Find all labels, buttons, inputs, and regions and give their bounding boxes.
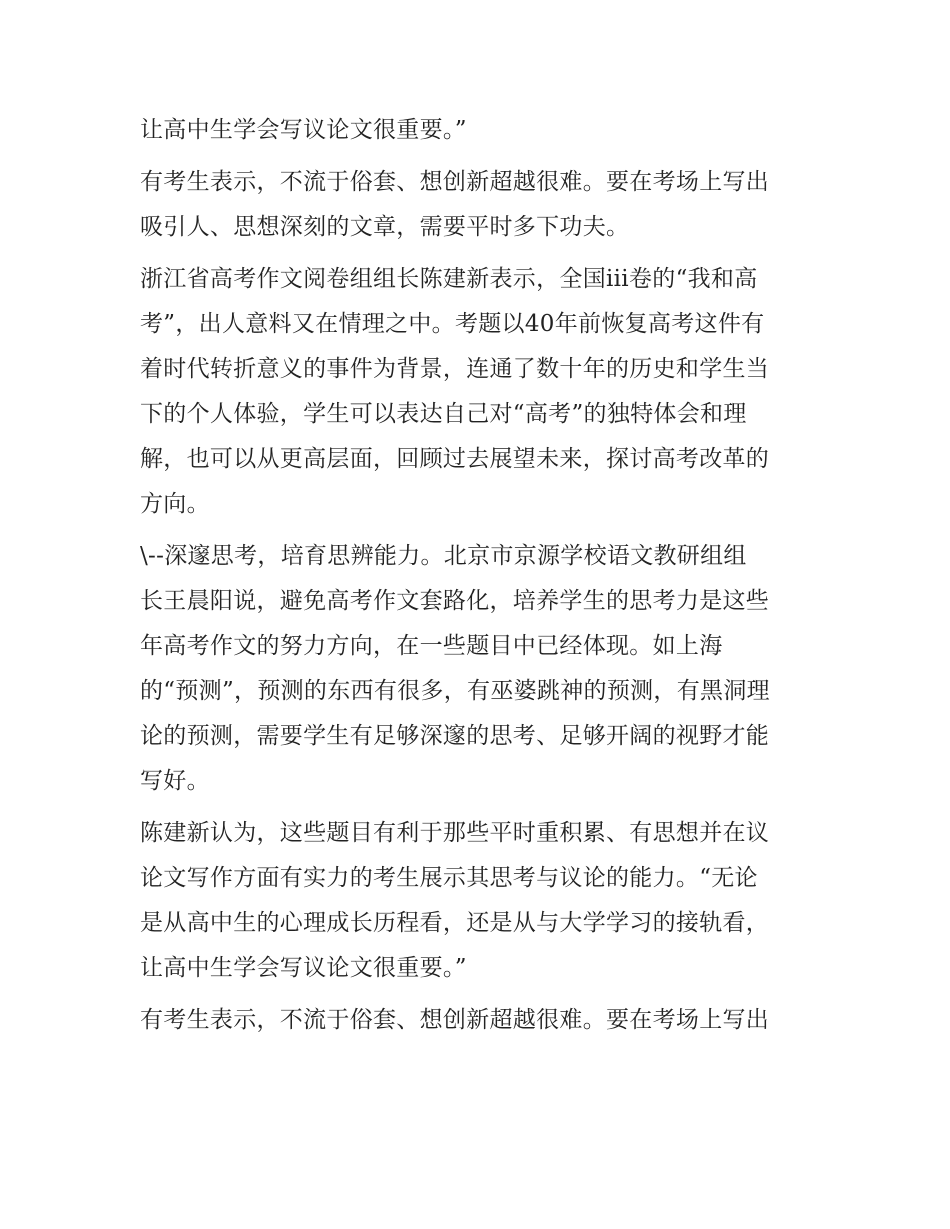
paragraph-2: 有考生表示，不流于俗套、想创新超越很难。要在考场上写出 吸引人、思想深刻的文章，需要平时多下功夫。 <box>140 169 770 240</box>
paragraph-5: 陈建新认为，这些题目有利于那些平时重积累、有思想并在议 论文写作方面有实力的考生展示其思考与议论的能力。“无论 是从高中生的心理成长历程看，还是从与大学学习的接轨看， 让高中生学会写议论文很重要。” <box>140 820 770 981</box>
paragraph-1: 让高中生学会写议论文很重要。” <box>140 117 467 143</box>
paragraph-6: 有考生表示，不流于俗套、想创新超越很难。要在考场上写出 <box>140 1007 770 1033</box>
document-body <box>140 108 812 1050</box>
paragraph-3: 浙江省高考作文阅卷组组长陈建新表示，全国iii卷的“我和高 考”，出人意料又在情理之中。考题以40年前恢复高考这件有 着时代转折意义的事件为背景，连通了数十年的历史和学生当 下的个人体验，学生可以表达自己对“高考”的独特体会和理 解，也可以从更高层面，回顾过去展望未来，探讨高考改革的 方向。 <box>140 266 770 517</box>
paragraph-4: \--深邃思考，培育思辨能力。北京市京源学校语文教研组组 长王晨阳说，避免高考作文套路化，培养学生的思考力是这些 年高考作文的努力方向，在一些题目中已经体现。如上海 的“预测”，预测的东西有很多，有巫婆跳神的预测，有黑洞理 论的预测，需要学生有足够深邃的思考、足够开阔的视野才能 写好。 <box>140 543 770 794</box>
